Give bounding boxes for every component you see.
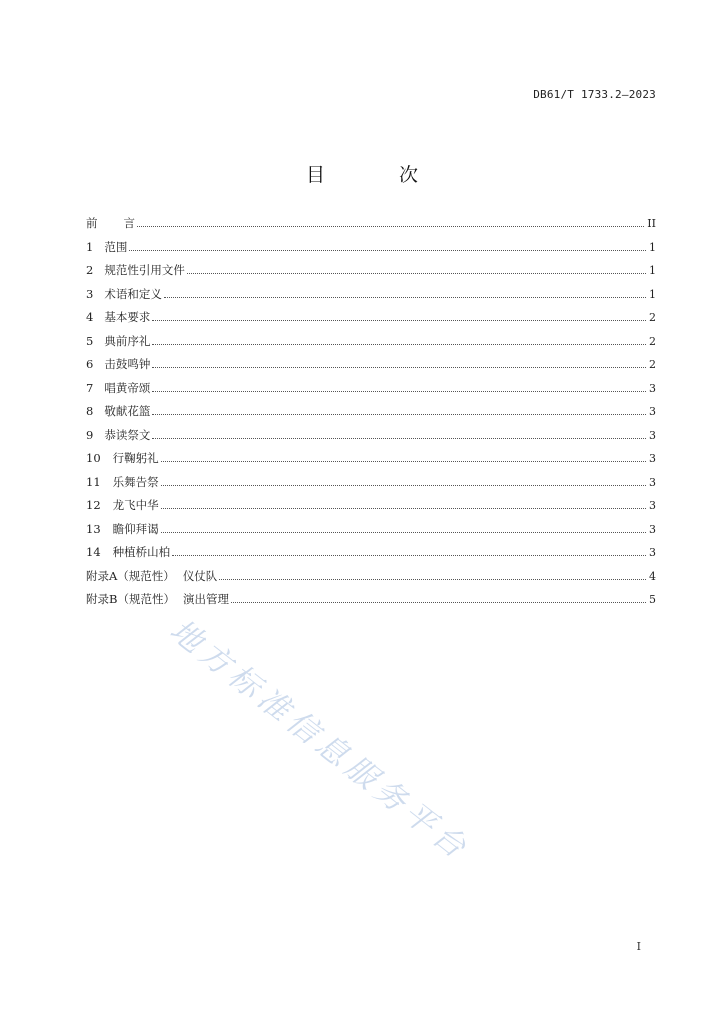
toc-leader-dots [219, 579, 646, 580]
toc-entry-page: 3 [649, 499, 656, 512]
toc-entry-number: 11 [86, 474, 101, 489]
toc-entry[interactable] [86, 262, 656, 286]
toc-leader-dots [152, 438, 646, 439]
toc-entry-page: 3 [649, 428, 656, 442]
toc-entry-page: 3 [649, 452, 656, 465]
toc-entry[interactable] [86, 215, 656, 239]
toc-entry[interactable] [86, 333, 656, 357]
toc-entry-page: 1 [649, 240, 656, 254]
toc-entry-label: 乐舞告祭 [112, 474, 159, 489]
toc-entry-number: 附录A（规范性） [86, 568, 175, 583]
toc-entry-page: 2 [649, 334, 656, 348]
toc-entry-number: 13 [86, 521, 101, 536]
watermark: 地方标准信息服务平台 [162, 612, 477, 869]
toc-leader-dots [187, 273, 646, 274]
toc-leader-dots [152, 367, 646, 368]
toc-entry-label: 演出管理 [182, 592, 229, 606]
toc-entry-page: 2 [649, 311, 656, 324]
toc-title: 目 次 [305, 164, 453, 186]
toc-leader-dots [161, 532, 646, 533]
toc-entry-page: 2 [649, 358, 656, 371]
toc-entry[interactable] [86, 521, 656, 545]
toc-entry-label: 瞻仰拜谒 [112, 521, 159, 536]
toc-entry-label: 典前序礼 [104, 333, 151, 348]
toc-entry[interactable] [86, 568, 656, 592]
toc-entry-label: 言 [123, 216, 135, 230]
toc-leader-dots [164, 297, 646, 298]
toc-entry-number: 12 [86, 498, 101, 512]
toc-entry-label: 行鞠躬礼 [112, 451, 159, 465]
toc-entry[interactable] [86, 474, 656, 498]
toc-entry-page: 4 [649, 569, 656, 583]
toc-leader-dots [231, 602, 646, 603]
toc-entry[interactable] [86, 286, 656, 310]
toc-entry-page: 5 [649, 593, 656, 606]
toc-entry-label: 基本要求 [104, 310, 151, 324]
toc-entry-label: 唱黄帝颂 [104, 380, 151, 395]
toc-entry[interactable] [86, 403, 656, 427]
toc-entry-page: II [647, 217, 656, 230]
toc-entry-label: 范围 [104, 239, 128, 254]
toc-entry-label: 规范性引用文件 [104, 263, 185, 277]
toc-entry-number: 前 [86, 216, 98, 230]
toc-entry-number: 5 [86, 333, 94, 348]
toc-entry-page: 1 [649, 287, 656, 301]
toc-leader-dots [161, 508, 646, 509]
toc-entry-number: 14 [86, 545, 101, 559]
toc-entry[interactable] [86, 239, 656, 263]
toc-entry[interactable] [86, 450, 656, 474]
toc-entry-page: 3 [649, 546, 656, 559]
toc-leader-dots [161, 485, 646, 486]
toc-entry-number: 3 [86, 286, 94, 301]
toc-entry-number: 1 [86, 239, 94, 254]
toc-entry[interactable] [86, 591, 656, 615]
toc-entry-label: 种植桥山柏 [112, 545, 171, 559]
toc-leader-dots [152, 414, 646, 415]
toc-leader-dots [152, 391, 646, 392]
toc-entry-page: 3 [649, 381, 656, 395]
toc-leader-dots [172, 555, 646, 556]
toc-entry-page: 3 [649, 475, 656, 489]
toc-entry-page: 3 [649, 405, 656, 418]
toc-entry-number: 附录B（规范性） [86, 592, 175, 606]
toc-entry-number: 4 [86, 310, 94, 324]
toc-entry[interactable] [86, 309, 656, 333]
toc-entry-label: 击鼓鸣钟 [104, 357, 151, 371]
toc-leader-dots [129, 250, 646, 251]
toc-entry[interactable] [86, 427, 656, 451]
toc-entry[interactable] [86, 544, 656, 568]
toc-entry[interactable] [86, 356, 656, 380]
toc-entry-page: 3 [649, 522, 656, 536]
toc-entry-number: 8 [86, 404, 94, 418]
toc-entry-label: 龙飞中华 [112, 498, 159, 512]
toc-entry-number: 6 [86, 357, 94, 371]
toc-entry-label: 敬献花篮 [104, 404, 151, 418]
page-number: I [636, 940, 641, 953]
toc-entry-number: 9 [86, 427, 94, 442]
toc-entry-label: 恭读祭文 [104, 427, 151, 442]
toc-entry[interactable] [86, 380, 656, 404]
table-of-contents [86, 215, 656, 615]
toc-leader-dots [137, 226, 644, 227]
toc-entry-number: 10 [86, 451, 101, 465]
toc-entry-number: 7 [86, 380, 94, 395]
toc-entry[interactable] [86, 497, 656, 521]
toc-entry-number: 2 [86, 263, 94, 277]
toc-leader-dots [152, 344, 646, 345]
toc-entry-label: 术语和定义 [104, 286, 162, 301]
toc-leader-dots [161, 461, 646, 462]
toc-entry-label: 仪仗队 [182, 568, 218, 583]
toc-leader-dots [152, 320, 646, 321]
document-code: DB61/T 1733.2—2023 [533, 88, 656, 101]
toc-entry-page: 1 [649, 264, 656, 277]
